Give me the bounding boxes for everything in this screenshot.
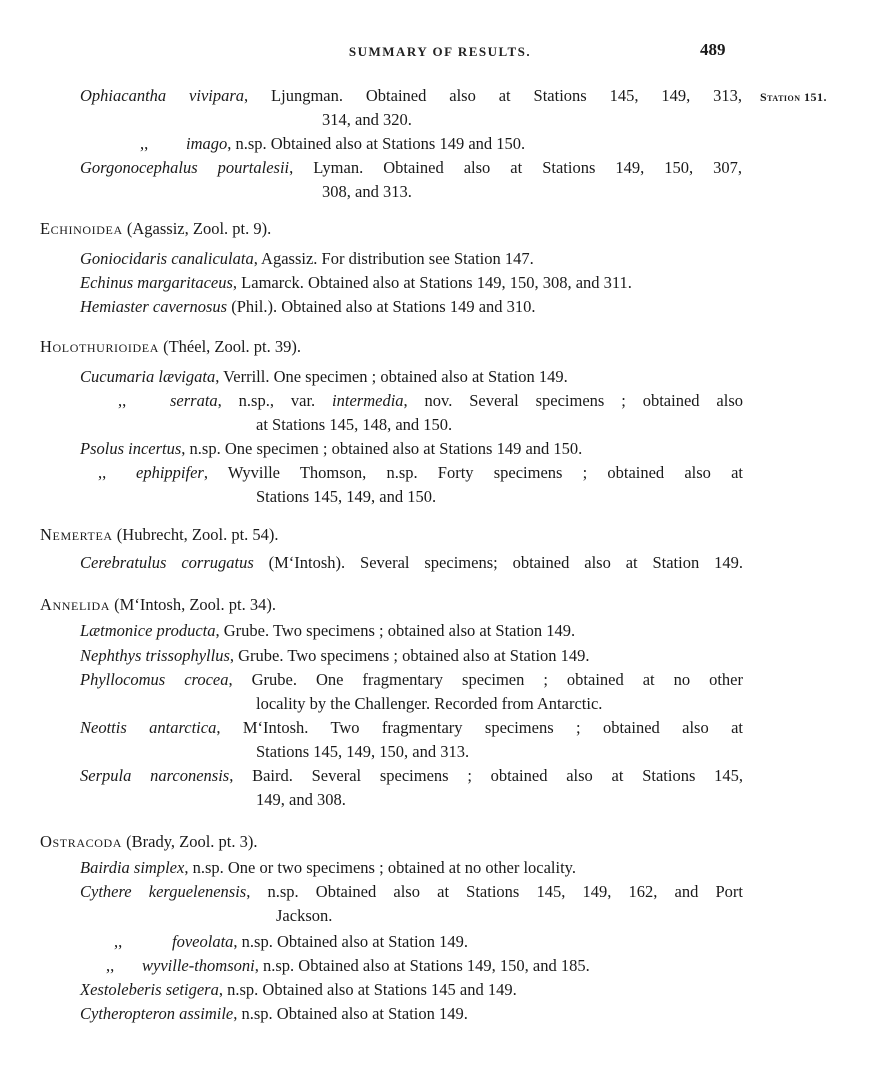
entry-line bbox=[80, 857, 576, 879]
entry-text: (M‘Intosh). Several specimens; obtained also at Station 149. bbox=[253, 553, 743, 572]
entry-line bbox=[80, 157, 742, 179]
entry-line bbox=[140, 133, 525, 155]
entry-line bbox=[256, 789, 346, 811]
ditto-mark: ,, bbox=[118, 391, 127, 410]
entry-line bbox=[114, 931, 468, 953]
entry-text: , Agassiz. For distribution see Station 147. bbox=[253, 249, 534, 268]
entry-text: , Baird. Several specimens ; obtained also at Stations 145, bbox=[229, 766, 743, 785]
species-name: foveolata bbox=[172, 932, 234, 951]
entry-text: at Stations 145, 148, and 150. bbox=[256, 415, 453, 434]
entry-line bbox=[80, 296, 536, 318]
entry-text: , n.sp. Obtained also at Stations 149, 150, and 185. bbox=[254, 956, 590, 975]
species-name: Cucumaria lævigata bbox=[80, 367, 216, 386]
zoology-reference: (Brady, Zool. pt. 3). bbox=[122, 832, 258, 851]
entry-line bbox=[80, 85, 742, 107]
entry-line bbox=[256, 693, 602, 715]
section-heading bbox=[40, 336, 301, 358]
entry-text: , n.sp. Obtained also at Stations 145, 149, 162, and Port bbox=[246, 882, 743, 901]
entry-line bbox=[80, 669, 743, 691]
species-name: Cythere kerguelenensis bbox=[80, 882, 247, 901]
entry-text: , Ljungman. Obtained also at Stations 145, 149, 313, bbox=[244, 86, 742, 105]
zoology-reference: (M‘Intosh, Zool. pt. 34). bbox=[110, 595, 276, 614]
ditto-mark: ,, bbox=[98, 463, 107, 482]
section-heading bbox=[40, 524, 279, 546]
section-heading bbox=[40, 831, 258, 853]
entry-text: 149, and 308. bbox=[256, 790, 346, 809]
species-name: Ophiacantha vivipara bbox=[80, 86, 245, 105]
entry-line bbox=[80, 248, 534, 270]
species-name: Psolus incertus bbox=[80, 439, 182, 458]
species-name: Neottis antarctica bbox=[80, 718, 217, 737]
entry-text: , n.sp. One specimen ; obtained also at Stations 149 and 150. bbox=[181, 439, 583, 458]
species-name: Xestoleberis setigera bbox=[80, 980, 219, 999]
entry-line bbox=[322, 109, 412, 131]
entry-line bbox=[80, 366, 568, 388]
species-name: Cerebratulus corrugatus bbox=[80, 553, 254, 572]
species-name: Cytheropteron assimile bbox=[80, 1004, 234, 1023]
page-number: 489 bbox=[700, 40, 726, 59]
entry-text: Jackson. bbox=[276, 906, 333, 925]
species-name: serrata bbox=[170, 391, 218, 410]
entry-line bbox=[80, 645, 590, 667]
entry-line bbox=[80, 765, 743, 787]
species-name: Lætmonice producta bbox=[80, 621, 216, 640]
species-name: Hemiaster cavernosus bbox=[80, 297, 228, 316]
entry-text: , Lyman. Obtained also at Stations 149, 150, 307, bbox=[289, 158, 742, 177]
entry-line bbox=[80, 620, 575, 642]
entry-text: , Verrill. One specimen ; obtained also at Station 149. bbox=[215, 367, 568, 386]
section-heading bbox=[40, 594, 276, 616]
entry-line bbox=[80, 1003, 468, 1025]
ditto-mark: ,, bbox=[140, 134, 149, 153]
entry-line bbox=[106, 955, 590, 977]
section-heading bbox=[40, 218, 271, 240]
species-name: Goniocidaris canaliculata bbox=[80, 249, 254, 268]
species-name: Serpula narconensis bbox=[80, 766, 230, 785]
entry-text: , n.sp. Obtained also at Stations 149 and 150. bbox=[227, 134, 526, 153]
species-name: Gorgonocephalus pourtalesii bbox=[80, 158, 290, 177]
entry-line bbox=[80, 717, 743, 739]
entry-text: , nov. Several specimens ; obtained also bbox=[403, 391, 743, 410]
entry-line bbox=[80, 881, 743, 903]
species-name: imago bbox=[186, 134, 228, 153]
entry-text: , Lamarck. Obtained also at Stations 149, 150, 308, and 311. bbox=[232, 273, 632, 292]
taxon-group-name: Annelida bbox=[40, 595, 111, 614]
entry-line bbox=[98, 462, 743, 484]
species-name: intermedia bbox=[332, 391, 404, 410]
zoology-reference: (Théel, Zool. pt. 39). bbox=[158, 337, 302, 356]
species-name: Nephthys trissophyllus bbox=[80, 646, 230, 665]
entry-text: , n.sp., var. bbox=[217, 391, 333, 410]
zoology-reference: (Agassiz, Zool. pt. 9). bbox=[122, 219, 272, 238]
entry-line bbox=[256, 741, 469, 763]
entry-text: , n.sp. Obtained also at Station 149. bbox=[233, 932, 469, 951]
entry-line bbox=[276, 905, 332, 927]
entry-line bbox=[80, 272, 632, 294]
entry-line bbox=[118, 390, 743, 412]
taxon-group-name: Echinoidea bbox=[40, 219, 123, 238]
station-margin-note: Station 151. bbox=[760, 90, 828, 104]
entry-text: 308, and 313. bbox=[322, 182, 412, 201]
running-header: SUMMARY OF RESULTS. bbox=[348, 44, 532, 59]
entry-text: 314, and 320. bbox=[322, 110, 412, 129]
entry-line bbox=[80, 979, 517, 1001]
entry-text: locality by the Challenger. Recorded from Antarctic. bbox=[256, 694, 603, 713]
species-name: Bairdia simplex bbox=[80, 858, 185, 877]
entry-line bbox=[256, 486, 436, 508]
entry-line bbox=[322, 181, 412, 203]
entry-line bbox=[80, 552, 743, 574]
entry-line bbox=[80, 438, 582, 460]
ditto-mark: ,, bbox=[106, 956, 115, 975]
species-name: ephippifer bbox=[136, 463, 204, 482]
species-name: wyville-thomsoni bbox=[142, 956, 255, 975]
entry-text: , Wyville Thomson, n.sp. Forty specimens ; obtained also at bbox=[203, 463, 743, 482]
entry-text: , n.sp. Obtained also at Stations 145 and 149. bbox=[218, 980, 517, 999]
entry-text: Stations 145, 149, 150, and 313. bbox=[256, 742, 470, 761]
entry-line bbox=[256, 414, 452, 436]
entry-text: , M‘Intosh. Two fragmentary specimens ; obtained also at bbox=[216, 718, 744, 737]
entry-text: , Grube. Two specimens ; obtained also at Station 149. bbox=[215, 621, 576, 640]
entry-text: , n.sp. One or two specimens ; obtained at no other locality. bbox=[184, 858, 576, 877]
species-name: Echinus margaritaceus bbox=[80, 273, 233, 292]
taxon-group-name: Holothurioidea bbox=[40, 337, 159, 356]
zoology-reference: (Hubrecht, Zool. pt. 54). bbox=[112, 525, 279, 544]
species-name: Phyllocomus crocea bbox=[80, 670, 229, 689]
ditto-mark: ,, bbox=[114, 932, 123, 951]
taxon-group-name: Ostracoda bbox=[40, 832, 122, 851]
entry-text: (Phil.). Obtained also at Stations 149 and 310. bbox=[227, 297, 536, 316]
entry-text: , n.sp. Obtained also at Station 149. bbox=[233, 1004, 468, 1023]
entry-text: , Grube. One fragmentary specimen ; obtained at no other bbox=[228, 670, 743, 689]
entry-text: , Grube. Two specimens ; obtained also at Station 149. bbox=[229, 646, 590, 665]
entry-text: Stations 145, 149, and 150. bbox=[256, 487, 437, 506]
taxon-group-name: Nemertea bbox=[40, 525, 113, 544]
